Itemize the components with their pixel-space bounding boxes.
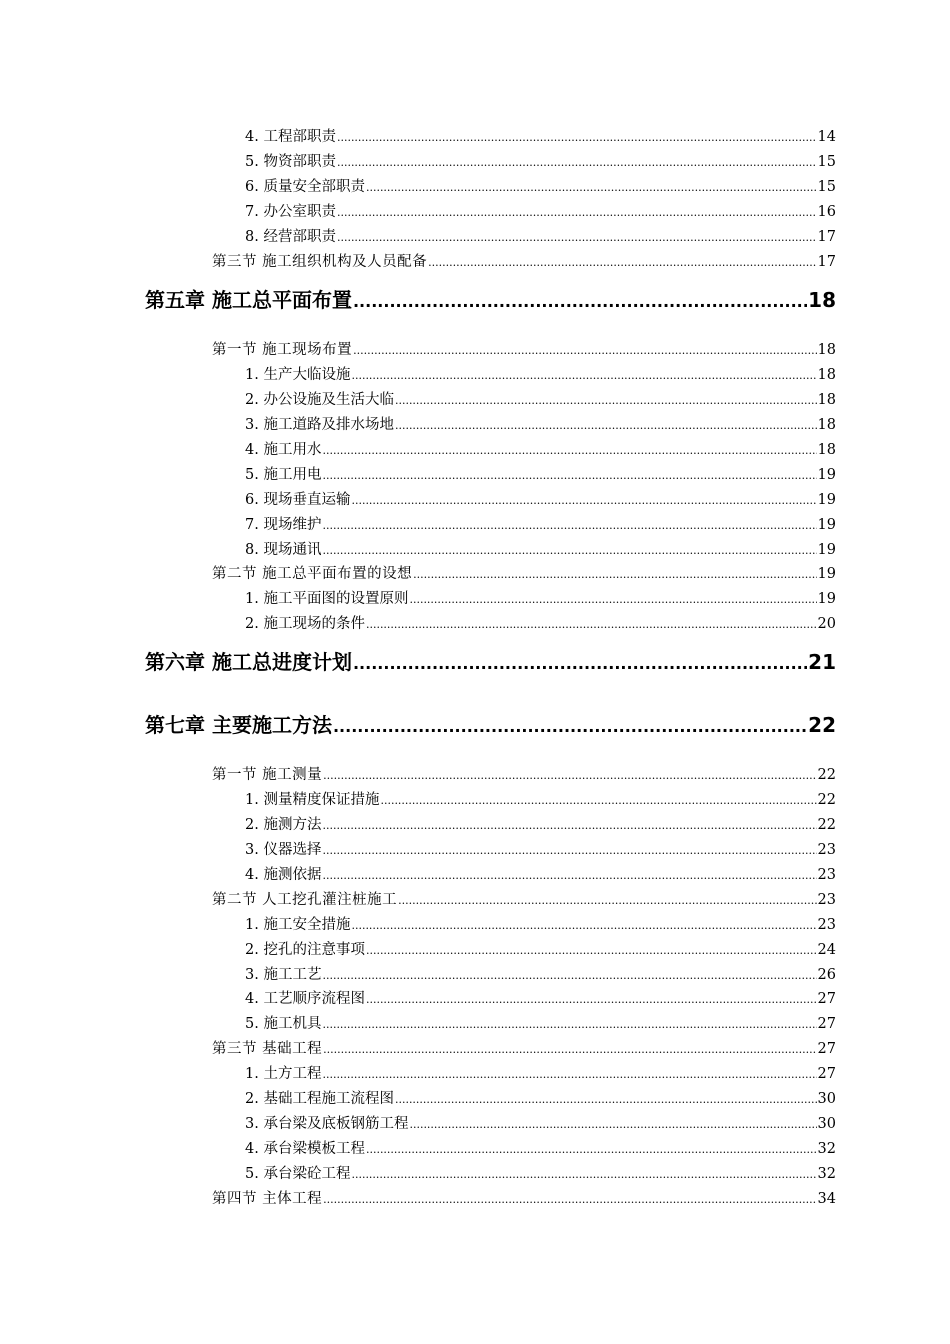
- toc-entry-title: 第六章 施工总进度计划: [145, 650, 352, 674]
- toc-entry-title: 1. 土方工程: [245, 1066, 322, 1082]
- toc-page-number: 32: [817, 1166, 836, 1182]
- toc-dot-leader: [395, 416, 817, 435]
- toc-dot-leader: [353, 288, 807, 314]
- toc-item-entry[interactable]: [245, 465, 836, 485]
- toc-item-entry[interactable]: [245, 840, 836, 860]
- toc-page-number: 34: [817, 1191, 836, 1207]
- toc-item-entry[interactable]: [245, 815, 836, 835]
- toc-entry-title: 3. 施工工艺: [245, 967, 322, 983]
- toc-page-number: 23: [817, 867, 836, 883]
- toc-entry-title: 5. 施工机具: [245, 1016, 322, 1032]
- toc-dot-leader: [323, 1190, 816, 1209]
- toc-entry-title: 第二节 人工挖孔灌注桩施工: [212, 892, 398, 908]
- toc-section-entry[interactable]: [212, 340, 836, 360]
- toc-section-entry[interactable]: [212, 765, 836, 785]
- toc-dot-leader: [322, 1065, 816, 1084]
- toc-dot-leader: [322, 541, 816, 560]
- toc-entry-title: 7. 办公室职责: [245, 204, 336, 220]
- toc-page-number: 32: [817, 1141, 836, 1157]
- toc-entry-title: 第一节 施工测量: [212, 767, 323, 783]
- toc-item-entry[interactable]: [245, 1014, 836, 1034]
- toc-dot-leader: [351, 366, 816, 385]
- toc-chapter-entry[interactable]: [145, 286, 836, 314]
- toc-entry-title: 4. 工艺顺序流程图: [245, 991, 365, 1007]
- toc-item-entry[interactable]: [245, 1139, 836, 1159]
- toc-dot-leader: [337, 228, 817, 247]
- toc-dot-leader: [337, 203, 817, 222]
- toc-dot-leader: [322, 866, 816, 885]
- toc-page-number: 26: [817, 967, 836, 983]
- toc-entry-title: 第四节 主体工程: [212, 1191, 323, 1207]
- toc-page-number: 15: [817, 179, 836, 195]
- toc-entry-title: 1. 生产大临设施: [245, 367, 351, 383]
- toc-dot-leader: [409, 590, 816, 609]
- toc-page-number: 22: [808, 713, 836, 737]
- toc-item-entry[interactable]: [245, 1164, 836, 1184]
- toc-item-entry[interactable]: [245, 1064, 836, 1084]
- toc-dot-leader: [322, 816, 816, 835]
- toc-page-number: 19: [817, 566, 836, 582]
- toc-dot-leader: [398, 891, 816, 910]
- toc-entry-title: 第五章 施工总平面布置: [145, 288, 352, 312]
- toc-page-number: 23: [817, 842, 836, 858]
- toc-dot-leader: [322, 441, 816, 460]
- toc-dot-leader: [323, 1040, 816, 1059]
- toc-section-entry[interactable]: [212, 1189, 836, 1209]
- toc-page-number: 18: [817, 342, 836, 358]
- toc-page-number: 27: [817, 1066, 836, 1082]
- toc-page-number: 20: [817, 616, 836, 632]
- toc-item-entry[interactable]: [245, 365, 836, 385]
- toc-section-entry[interactable]: [212, 564, 836, 584]
- toc-page-number: 19: [817, 467, 836, 483]
- toc-item-entry[interactable]: [245, 589, 836, 609]
- toc-dot-leader: [337, 128, 817, 147]
- toc-dot-leader: [351, 1165, 816, 1184]
- toc-dot-leader: [353, 341, 816, 360]
- toc-dot-leader: [351, 491, 816, 510]
- toc-entry-title: 5. 施工用电: [245, 467, 322, 483]
- toc-page-number: 22: [817, 767, 836, 783]
- toc-dot-leader: [366, 941, 817, 960]
- toc-item-entry[interactable]: [245, 540, 836, 560]
- toc-page-number: 14: [817, 129, 836, 145]
- toc-entry-title: 6. 现场垂直运输: [245, 492, 351, 508]
- toc-entry-title: 第二节 施工总平面布置的设想: [212, 566, 413, 582]
- toc-item-entry[interactable]: [245, 515, 836, 535]
- toc-dot-leader: [409, 1115, 816, 1134]
- toc-page-number: 27: [817, 1016, 836, 1032]
- toc-chapter-entry[interactable]: [145, 648, 836, 676]
- toc-entry-title: 2. 施测方法: [245, 817, 322, 833]
- toc-dot-leader: [322, 1015, 816, 1034]
- toc-entry-title: 第三节 基础工程: [212, 1041, 323, 1057]
- toc-dot-leader: [395, 1090, 817, 1109]
- toc-entry-title: 5. 物资部职责: [245, 154, 336, 170]
- toc-page-number: 27: [817, 1041, 836, 1057]
- toc-page-number: 18: [817, 417, 836, 433]
- toc-page-number: 27: [817, 991, 836, 1007]
- toc-entry-title: 4. 施工用水: [245, 442, 322, 458]
- toc-entry-title: 4. 施测依据: [245, 867, 322, 883]
- toc-item-entry[interactable]: [245, 614, 836, 634]
- toc-entry-title: 3. 施工道路及排水场地: [245, 417, 394, 433]
- toc-page-number: 19: [817, 517, 836, 533]
- toc-item-entry[interactable]: [245, 490, 836, 510]
- toc-dot-leader: [337, 153, 817, 172]
- toc-dot-leader: [380, 791, 816, 810]
- toc-entry-title: 8. 现场通讯: [245, 542, 322, 558]
- toc-dot-leader: [333, 713, 807, 739]
- toc-page-number: 17: [817, 229, 836, 245]
- toc-page-number: 23: [817, 917, 836, 933]
- toc-dot-leader: [322, 841, 816, 860]
- toc-entry-title: 3. 承台梁及底板钢筋工程: [245, 1116, 409, 1132]
- toc-page-number: 23: [817, 892, 836, 908]
- toc-page-number: 30: [817, 1091, 836, 1107]
- toc-page-number: 15: [817, 154, 836, 170]
- toc-item-entry[interactable]: [245, 915, 836, 935]
- toc-item-entry[interactable]: [245, 127, 836, 147]
- toc-entry-title: 5. 承台梁砼工程: [245, 1166, 351, 1182]
- toc-page-number: 17: [817, 254, 836, 270]
- toc-dot-leader: [428, 253, 816, 272]
- toc-entry-title: 第三节 施工组织机构及人员配备: [212, 254, 428, 270]
- toc-page-number: 21: [808, 650, 836, 674]
- toc-dot-leader: [413, 565, 816, 584]
- toc-dot-leader: [395, 391, 817, 410]
- toc-item-entry[interactable]: [245, 152, 836, 172]
- toc-entry-title: 1. 施工平面图的设置原则: [245, 591, 409, 607]
- toc-page-number: 19: [817, 542, 836, 558]
- toc-item-entry[interactable]: [245, 940, 836, 960]
- toc-item-entry[interactable]: [245, 989, 836, 1009]
- toc-dot-leader: [323, 766, 816, 785]
- toc-page-number: 19: [817, 492, 836, 508]
- toc-page-number: 18: [817, 442, 836, 458]
- toc-dot-leader: [353, 650, 807, 676]
- toc-entry-title: 2. 挖孔的注意事项: [245, 942, 365, 958]
- toc-dot-leader: [366, 990, 817, 1009]
- toc-page-number: 18: [808, 288, 836, 312]
- toc-entry-title: 2. 施工现场的条件: [245, 616, 365, 632]
- toc-item-entry[interactable]: [245, 177, 836, 197]
- toc-item-entry[interactable]: [245, 202, 836, 222]
- toc-item-entry[interactable]: [245, 440, 836, 460]
- toc-page-number: 16: [817, 204, 836, 220]
- toc-dot-leader: [351, 916, 816, 935]
- toc-page-number: 24: [817, 942, 836, 958]
- toc-dot-leader: [366, 615, 817, 634]
- toc-entry-title: 3. 仪器选择: [245, 842, 322, 858]
- toc-entry-title: 8. 经营部职责: [245, 229, 336, 245]
- toc-dot-leader: [322, 966, 816, 985]
- toc-entry-title: 4. 工程部职责: [245, 129, 336, 145]
- toc-dot-leader: [322, 466, 816, 485]
- toc-page-number: 19: [817, 591, 836, 607]
- toc-item-entry[interactable]: [245, 865, 836, 885]
- toc-entry-title: 1. 施工安全措施: [245, 917, 351, 933]
- toc-entry-title: 2. 办公设施及生活大临: [245, 392, 394, 408]
- toc-entry-title: 6. 质量安全部职责: [245, 179, 365, 195]
- toc-dot-leader: [366, 178, 817, 197]
- toc-page-number: 18: [817, 367, 836, 383]
- toc-item-entry[interactable]: [245, 415, 836, 435]
- toc-item-entry[interactable]: [245, 790, 836, 810]
- toc-section-entry[interactable]: [212, 890, 836, 910]
- toc-dot-leader: [366, 1140, 817, 1159]
- toc-item-entry[interactable]: [245, 390, 836, 410]
- toc-chapter-entry[interactable]: [145, 711, 836, 739]
- toc-section-entry[interactable]: [212, 1039, 836, 1059]
- toc-page-number: 18: [817, 392, 836, 408]
- toc-item-entry[interactable]: [245, 227, 836, 247]
- toc-page-number: 22: [817, 817, 836, 833]
- toc-entry-title: 4. 承台梁模板工程: [245, 1141, 365, 1157]
- toc-dot-leader: [322, 516, 816, 535]
- toc-page-number: 22: [817, 792, 836, 808]
- toc-entry-title: 1. 测量精度保证措施: [245, 792, 380, 808]
- toc-entry-title: 2. 基础工程施工流程图: [245, 1091, 394, 1107]
- toc-page-number: 30: [817, 1116, 836, 1132]
- toc-entry-title: 7. 现场维护: [245, 517, 322, 533]
- toc-item-entry[interactable]: [245, 1114, 836, 1134]
- toc-entry-title: 第七章 主要施工方法: [145, 713, 332, 737]
- toc-item-entry[interactable]: [245, 965, 836, 985]
- toc-entry-title: 第一节 施工现场布置: [212, 342, 353, 358]
- toc-item-entry[interactable]: [245, 1089, 836, 1109]
- toc-section-entry[interactable]: [212, 252, 836, 272]
